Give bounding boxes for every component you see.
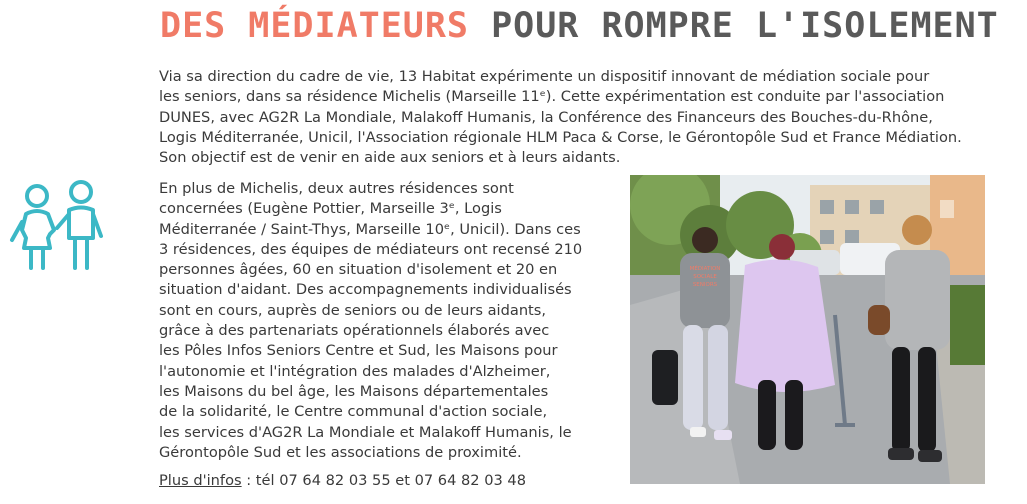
body-line: Méditerranée / Saint-Thys, Marseille 10ᵉ, Unicil). Dans ces bbox=[159, 220, 581, 238]
body-line: personnes âgées, 60 en situation d'isolement et 20 en bbox=[159, 261, 558, 279]
intro-line: Son objectif est de venir en aide aux seniors et à leurs aidants. bbox=[159, 149, 621, 167]
intro-line: Via sa direction du cadre de vie, 13 Habitat expérimente un dispositif innovant de médiation sociale pour bbox=[159, 68, 930, 85]
body-line: l'autonomie et l'intégration des malades d'Alzheimer, bbox=[159, 362, 551, 380]
more-info-link[interactable]: Plus d'infos bbox=[159, 472, 242, 489]
intro-line: les seniors, dans sa résidence Michelis (Marseille 11ᵉ). Cette expérimentation est conduite par l'association bbox=[159, 88, 945, 106]
body-line: concernées (Eugène Pottier, Marseille 3ᵉ, Logis bbox=[159, 200, 502, 218]
shirt-label: SOCIALE bbox=[693, 274, 717, 280]
body-line: Gérontopôle Sud et les associations de proximité. bbox=[159, 443, 522, 461]
body-line: les services d'AG2R La Mondiale et Malakoff Humanis, le bbox=[159, 423, 572, 441]
shirt-label: SENIORS bbox=[692, 282, 718, 288]
intro-line: Logis Méditerranée, Unicil, l'Association régionale HLM Paca & Corse, le Gérontopôle Sud et France Médiation. bbox=[159, 128, 962, 146]
intro-line: DUNES, avec AG2R La Mondiale, Malakoff Humanis, la Conférence des Financeurs des Bouches-du-Rhône, bbox=[159, 108, 933, 126]
body-line: situation d'aidant. Des accompagnements individualisés bbox=[159, 281, 572, 299]
body-line: En plus de Michelis, deux autres résidences sont bbox=[159, 180, 514, 197]
elderly-couple-icon bbox=[4, 178, 108, 272]
contact-line bbox=[159, 471, 619, 491]
shirt-label: MÉDIATION bbox=[689, 266, 721, 272]
body-line: grâce à des partenariats opérationnels élaborés avec bbox=[159, 322, 550, 340]
body-line: de la solidarité, le Centre communal d'action sociale, bbox=[159, 403, 548, 421]
title-rest: POUR ROMPRE L'ISOLEMENT bbox=[491, 6, 999, 46]
body-line: 3 résidences, des équipes de médiateurs ont recensé 210 bbox=[159, 240, 583, 258]
page-title bbox=[160, 6, 999, 46]
body-paragraph bbox=[159, 179, 611, 463]
title-accent: DES MÉDIATEURS bbox=[160, 6, 470, 46]
intro-paragraph bbox=[159, 67, 1009, 168]
body-line: les Pôles Infos Seniors Centre et Sud, les Maisons pour bbox=[159, 342, 558, 360]
body-line: les Maisons du bel âge, les Maisons départementales bbox=[159, 382, 549, 400]
mediators-photo bbox=[630, 175, 985, 484]
contact-phones: : tél 07 64 82 03 55 et 07 64 82 03 48 bbox=[241, 472, 526, 489]
body-line: sont en cours, auprès de seniors ou de leurs aidants, bbox=[159, 301, 547, 319]
